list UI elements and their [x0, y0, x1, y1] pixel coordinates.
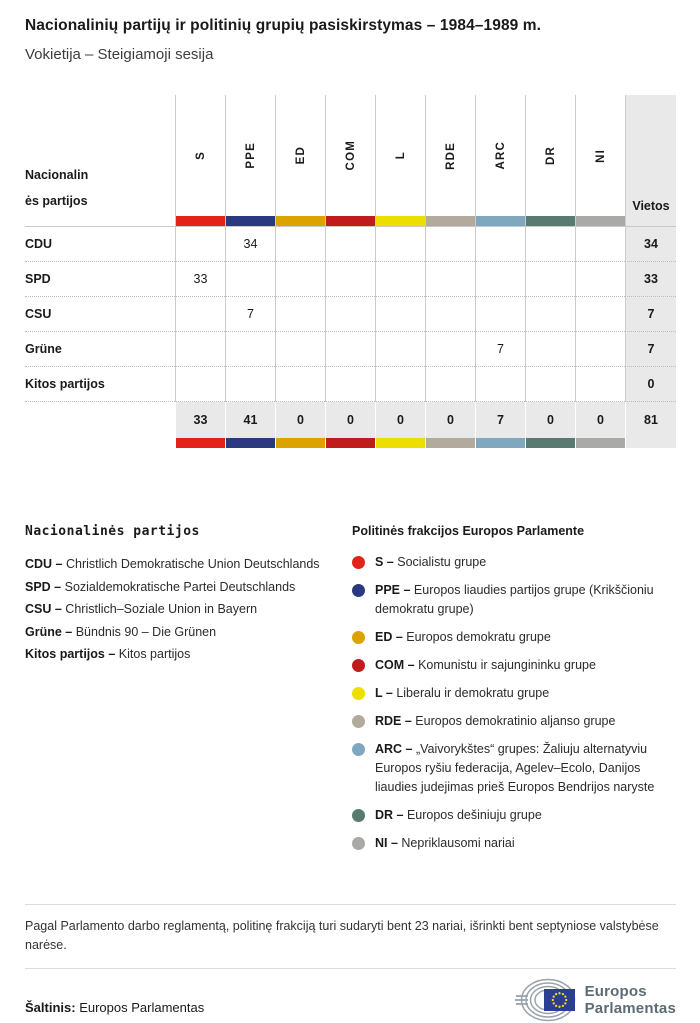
- bottom-color-bar-ED: [275, 438, 325, 448]
- source-label: Šaltinis:: [25, 999, 76, 1015]
- group-column-header-RDE: [425, 95, 475, 227]
- legend-group-text: [375, 581, 676, 619]
- legend-party-label: SPD –: [25, 579, 65, 594]
- legend-group-text: [375, 834, 515, 853]
- value-cell-PPE: 34: [225, 227, 275, 262]
- bottom-color-bar-ARC: [475, 438, 525, 448]
- legend-political-groups: [337, 524, 676, 862]
- legend-group-label: RDE –: [375, 714, 416, 728]
- bar-blank-cell: [25, 438, 175, 448]
- legend-party-desc: Sozialdemokratische Partei Deutschlands: [64, 579, 296, 594]
- legend-party-desc: Christlich Demokratische Union Deutschlands: [65, 557, 320, 571]
- legend-group-label: L –: [375, 686, 397, 700]
- value-cell-ED: [275, 332, 325, 367]
- legend-group-text: [375, 684, 549, 703]
- value-cell-PPE: 7: [225, 297, 275, 332]
- legend-group-item: [352, 712, 676, 731]
- legend-group-text: [375, 628, 551, 647]
- group-label: COM: [344, 140, 357, 171]
- value-cell-ED: [275, 297, 325, 332]
- legend-party-label: Grüne –: [25, 624, 76, 639]
- national-parties-label: Nacionalinės partijos: [25, 168, 89, 208]
- total-cell-RDE: 0: [425, 402, 475, 438]
- value-cell-L: [375, 367, 425, 402]
- legend-color-dot: [352, 743, 365, 756]
- value-cell-ARC: [475, 297, 525, 332]
- seats-column-header: Vietos: [625, 95, 676, 227]
- page-title: Nacionalinių partijų ir politinių grupių pasiskirstymas – 1984–1989 m.: [25, 17, 542, 34]
- value-cell-ED: [275, 367, 325, 402]
- legend-group-text: [375, 656, 596, 675]
- value-cell-DR: [525, 262, 575, 297]
- total-cell-COM: 0: [325, 402, 375, 438]
- legend-group-label: DR –: [375, 808, 407, 822]
- value-cell-S: [175, 297, 225, 332]
- group-column-header-NI: [575, 95, 625, 227]
- seats-cell: 0: [625, 367, 676, 402]
- group-label: L: [394, 151, 407, 160]
- group-label-wrap: [276, 95, 325, 216]
- legend-group-item: [352, 834, 676, 853]
- value-cell-NI: [575, 262, 625, 297]
- legend-party-label: CDU –: [25, 557, 66, 571]
- value-cell-DR: [525, 332, 575, 367]
- seats-cell: 7: [625, 332, 676, 367]
- source-value: Europos Parlamentas: [79, 999, 205, 1015]
- total-cell-S: 33: [175, 402, 225, 438]
- legend-group-label: ED –: [375, 630, 407, 644]
- group-color-bar: [376, 216, 425, 226]
- party-name-cell: CDU: [25, 227, 175, 262]
- party-name-cell: CSU: [25, 297, 175, 332]
- bottom-color-bar-COM: [325, 438, 375, 448]
- legend-group-label: NI –: [375, 836, 402, 850]
- group-label: RDE: [444, 141, 457, 170]
- group-color-bar: [576, 216, 625, 226]
- logo-line2: Parlamentas: [584, 1000, 676, 1017]
- legend-color-dot: [352, 659, 365, 672]
- value-cell-PPE: [225, 262, 275, 297]
- value-cell-L: [375, 332, 425, 367]
- value-cell-RDE: [425, 227, 475, 262]
- legend-party-item: [25, 576, 337, 599]
- group-label: S: [194, 151, 207, 160]
- bottom-seats-gray-cell: [625, 438, 676, 448]
- value-cell-ARC: [475, 227, 525, 262]
- legend-group-item: [352, 806, 676, 825]
- group-label-wrap: [326, 95, 375, 216]
- footnote: Pagal Parlamento darbo reglamentą, politinę frakciją turi sudaryti bent 23 nariai, išrinkti bent septyniose valstybėse narėse.: [25, 919, 659, 952]
- legend-parties-items: [25, 553, 337, 666]
- value-cell-NI: [575, 297, 625, 332]
- group-label-wrap: [476, 95, 525, 216]
- group-color-bar: [526, 216, 575, 226]
- legend-group-item: [352, 656, 676, 675]
- value-cell-L: [375, 297, 425, 332]
- value-cell-L: [375, 262, 425, 297]
- value-cell-RDE: [425, 262, 475, 297]
- legend-group-text: [375, 553, 486, 572]
- legend-party-label: Kitos partijos –: [25, 647, 119, 661]
- group-column-header-DR: [525, 95, 575, 227]
- legend-group-text: [375, 712, 615, 731]
- total-cell-DR: 0: [525, 402, 575, 438]
- group-color-bar: [226, 216, 275, 226]
- bottom-color-bar-PPE: [225, 438, 275, 448]
- legend-group-desc: „Vaivorykštes“ grupes: Žaliuju alternatyviu Europos ryšiu federacija, Agelev–Ecolo, Danijos liaudies judejimas prieš Europos Bendrijos naryste: [375, 742, 655, 794]
- legend-party-item: [25, 598, 337, 621]
- group-column-header-PPE: [225, 95, 275, 227]
- bottom-color-bar-RDE: [425, 438, 475, 448]
- legend-group-label: COM –: [375, 658, 419, 672]
- legend-color-dot: [352, 715, 365, 728]
- value-cell-COM: [325, 332, 375, 367]
- legend-party-desc: Christlich–Soziale Union in Bayern: [65, 602, 258, 616]
- bottom-color-bar-S: [175, 438, 225, 448]
- value-cell-ED: [275, 262, 325, 297]
- value-cell-S: [175, 227, 225, 262]
- value-cell-DR: [525, 297, 575, 332]
- legend-color-dot: [352, 837, 365, 850]
- value-cell-S: 33: [175, 262, 225, 297]
- legend-group-item: [352, 581, 676, 619]
- logo-line1: Europos: [584, 983, 647, 1000]
- legend-party-label: CSU –: [25, 602, 66, 616]
- legend-color-dot: [352, 809, 365, 822]
- group-label: PPE: [244, 142, 257, 169]
- seats-cell: 7: [625, 297, 676, 332]
- legend-national-parties: [25, 524, 337, 862]
- group-label-wrap: [576, 95, 625, 216]
- table-corner-cell: [25, 95, 175, 227]
- bottom-color-bar-L: [375, 438, 425, 448]
- group-label: NI: [594, 148, 607, 163]
- value-cell-S: [175, 332, 225, 367]
- value-cell-RDE: [425, 297, 475, 332]
- european-parliament-logo: [512, 977, 676, 1023]
- totals-blank-cell: [25, 402, 175, 438]
- legend-party-desc: Bündnis 90 – Die Grünen: [75, 624, 217, 639]
- value-cell-PPE: [225, 367, 275, 402]
- value-cell-NI: [575, 227, 625, 262]
- legend-groups-items: [352, 553, 676, 853]
- value-cell-COM: [325, 262, 375, 297]
- legend-group-label: PPE –: [375, 583, 414, 597]
- legend-party-item: [25, 553, 337, 576]
- group-label-wrap: [526, 95, 575, 216]
- value-cell-ARC: 7: [475, 332, 525, 367]
- bottom-color-bar-DR: [525, 438, 575, 448]
- group-label: ED: [294, 146, 307, 165]
- legend-party-item: [25, 643, 337, 666]
- group-label-wrap: [376, 95, 425, 216]
- legend-party-item: [25, 621, 337, 644]
- group-color-bar: [276, 216, 325, 226]
- legend-groups-heading: Politinės frakcijos Europos Parlamente: [352, 524, 585, 538]
- legend-color-dot: [352, 631, 365, 644]
- value-cell-COM: [325, 227, 375, 262]
- value-cell-ED: [275, 227, 325, 262]
- legend-group-text: [375, 806, 542, 825]
- legend-party-desc: Kitos partijos: [118, 647, 191, 661]
- group-label: ARC: [494, 141, 507, 170]
- legend-group-desc: Komunistu ir sajungininku grupe: [418, 658, 596, 672]
- legend-group-desc: Nepriklausomi nariai: [401, 836, 515, 850]
- seats-cell: 33: [625, 262, 676, 297]
- total-cell-ARC: 7: [475, 402, 525, 438]
- total-cell-PPE: 41: [225, 402, 275, 438]
- bottom-color-bar-NI: [575, 438, 625, 448]
- group-column-header-S: [175, 95, 225, 227]
- group-column-header-L: [375, 95, 425, 227]
- party-name-cell: SPD: [25, 262, 175, 297]
- total-seats-cell: 81: [625, 402, 676, 438]
- logo-wordmark: [585, 983, 676, 1017]
- legend-parties-heading: Nacionalinės partijos: [25, 524, 200, 539]
- group-column-header-ARC: [475, 95, 525, 227]
- seats-cell: 34: [625, 227, 676, 262]
- source-line: [25, 986, 204, 1015]
- value-cell-ARC: [475, 262, 525, 297]
- group-label: DR: [544, 145, 557, 165]
- legend-group-item: [352, 553, 676, 572]
- group-column-header-COM: [325, 95, 375, 227]
- group-color-bar: [426, 216, 475, 226]
- legend-group-desc: Europos liaudies partijos grupe (Krikščioniu demokratu grupe): [375, 583, 654, 616]
- legend-group-desc: Europos demokratinio aljanso grupe: [415, 714, 616, 728]
- group-color-bar: [176, 216, 225, 226]
- legend-group-item: [352, 740, 676, 797]
- value-cell-RDE: [425, 332, 475, 367]
- group-column-header-ED: [275, 95, 325, 227]
- seats-table: [25, 95, 677, 448]
- value-cell-NI: [575, 332, 625, 367]
- group-color-bar: [326, 216, 375, 226]
- legend-group-desc: Europos dešiniuju grupe: [406, 808, 542, 822]
- legend-group-item: [352, 628, 676, 647]
- legend-color-dot: [352, 556, 365, 569]
- divider-bottom: [25, 968, 676, 969]
- value-cell-RDE: [425, 367, 475, 402]
- legend-color-dot: [352, 687, 365, 700]
- legend-group-desc: Europos demokratu grupe: [406, 630, 551, 644]
- legend-group-text: [375, 740, 676, 797]
- party-name-cell: Grüne: [25, 332, 175, 367]
- footer-row: [25, 977, 676, 1023]
- group-label-wrap: [226, 95, 275, 216]
- group-label-wrap: [176, 95, 225, 216]
- party-name-cell: Kitos partijos: [25, 367, 175, 402]
- legend-group-item: [352, 684, 676, 703]
- legend-color-dot: [352, 584, 365, 597]
- group-label-wrap: [426, 95, 475, 216]
- value-cell-COM: [325, 297, 375, 332]
- legend-group-label: S –: [375, 555, 398, 569]
- value-cell-PPE: [225, 332, 275, 367]
- group-color-bar: [476, 216, 525, 226]
- legend-section: [25, 524, 676, 862]
- divider-top: [25, 904, 676, 905]
- value-cell-L: [375, 227, 425, 262]
- page-subtitle: Vokietija – Steigiamoji sesija: [25, 46, 214, 63]
- legend-group-desc: Liberalu ir demokratu grupe: [396, 686, 550, 700]
- value-cell-NI: [575, 367, 625, 402]
- value-cell-DR: [525, 367, 575, 402]
- total-cell-L: 0: [375, 402, 425, 438]
- parliament-hemicycle-icon: [512, 977, 576, 1023]
- value-cell-S: [175, 367, 225, 402]
- value-cell-COM: [325, 367, 375, 402]
- legend-group-desc: Socialistu grupe: [397, 555, 487, 569]
- total-cell-ED: 0: [275, 402, 325, 438]
- value-cell-DR: [525, 227, 575, 262]
- legend-group-label: ARC –: [375, 742, 416, 756]
- total-cell-NI: 0: [575, 402, 625, 438]
- value-cell-ARC: [475, 367, 525, 402]
